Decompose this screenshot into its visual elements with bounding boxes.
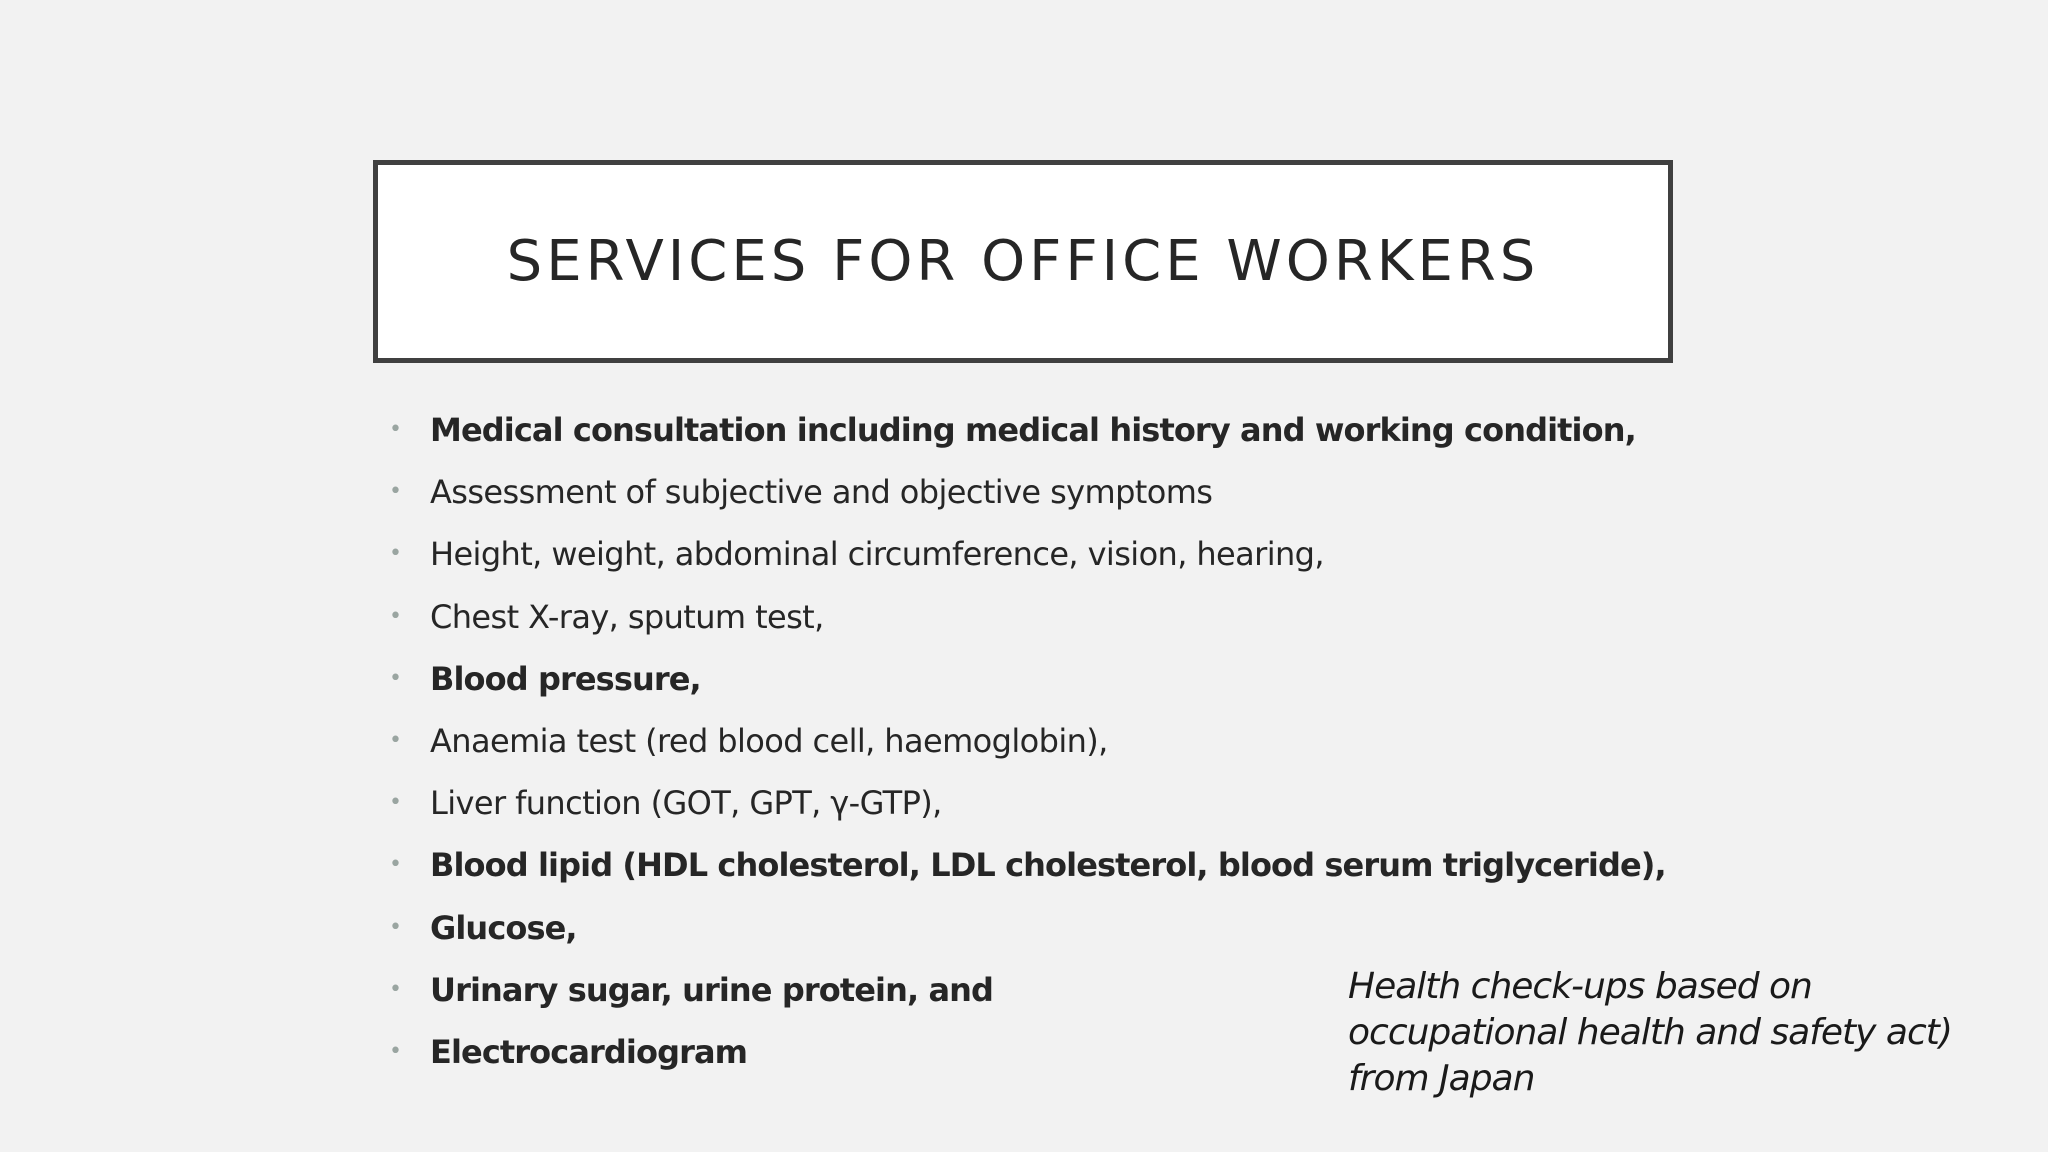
bullet-icon: • — [389, 479, 402, 505]
bullet-text: Medical consultation including medical history and working condition, — [430, 411, 1636, 450]
bullet-text: Blood lipid (HDL cholesterol, LDL cholesterol, blood serum triglyceride), — [430, 846, 1666, 885]
note-line: occupational health and safety act) — [1348, 1012, 1952, 1053]
bullet-icon: • — [389, 914, 402, 940]
bullet-text: Urinary sugar, urine protein, and — [430, 970, 994, 1009]
bullet-icon: • — [389, 665, 402, 691]
list-item — [385, 834, 1666, 896]
bullet-text: Liver function (GOT, GPT, γ-GTP), — [430, 784, 942, 823]
title-box — [373, 160, 1673, 363]
bullet-icon: • — [389, 976, 402, 1002]
bullet-icon: • — [389, 417, 402, 443]
list-item — [385, 586, 1666, 648]
note-line: from Japan — [1348, 1058, 1535, 1099]
bullet-text: Assessment of subjective and objective symptoms — [430, 473, 1213, 512]
bullet-text: Chest X-ray, sputum test, — [430, 597, 824, 636]
slide-title: SERVICES FOR OFFICE WORKERS — [506, 229, 1540, 294]
bullet-text: Height, weight, abdominal circumference, vision, hearing, — [430, 535, 1324, 574]
list-item — [385, 399, 1666, 461]
bullet-icon: • — [389, 541, 402, 567]
source-note — [1348, 964, 2008, 1102]
list-item — [385, 523, 1666, 585]
note-line: Health check-ups based on — [1348, 966, 1812, 1007]
bullet-text: Blood pressure, — [430, 659, 701, 698]
bullet-text: Anaemia test (red blood cell, haemoglobin), — [430, 722, 1108, 761]
list-item — [385, 772, 1666, 834]
bullet-icon: • — [389, 1038, 402, 1064]
list-item — [385, 897, 1666, 959]
bullet-icon: • — [389, 790, 402, 816]
bullet-icon: • — [389, 728, 402, 754]
bullet-icon: • — [389, 852, 402, 878]
list-item — [385, 648, 1666, 710]
bullet-text: Electrocardiogram — [430, 1032, 748, 1071]
list-item — [385, 710, 1666, 772]
list-item — [385, 461, 1666, 523]
bullet-text: Glucose, — [430, 908, 577, 947]
bullet-icon: • — [389, 603, 402, 629]
